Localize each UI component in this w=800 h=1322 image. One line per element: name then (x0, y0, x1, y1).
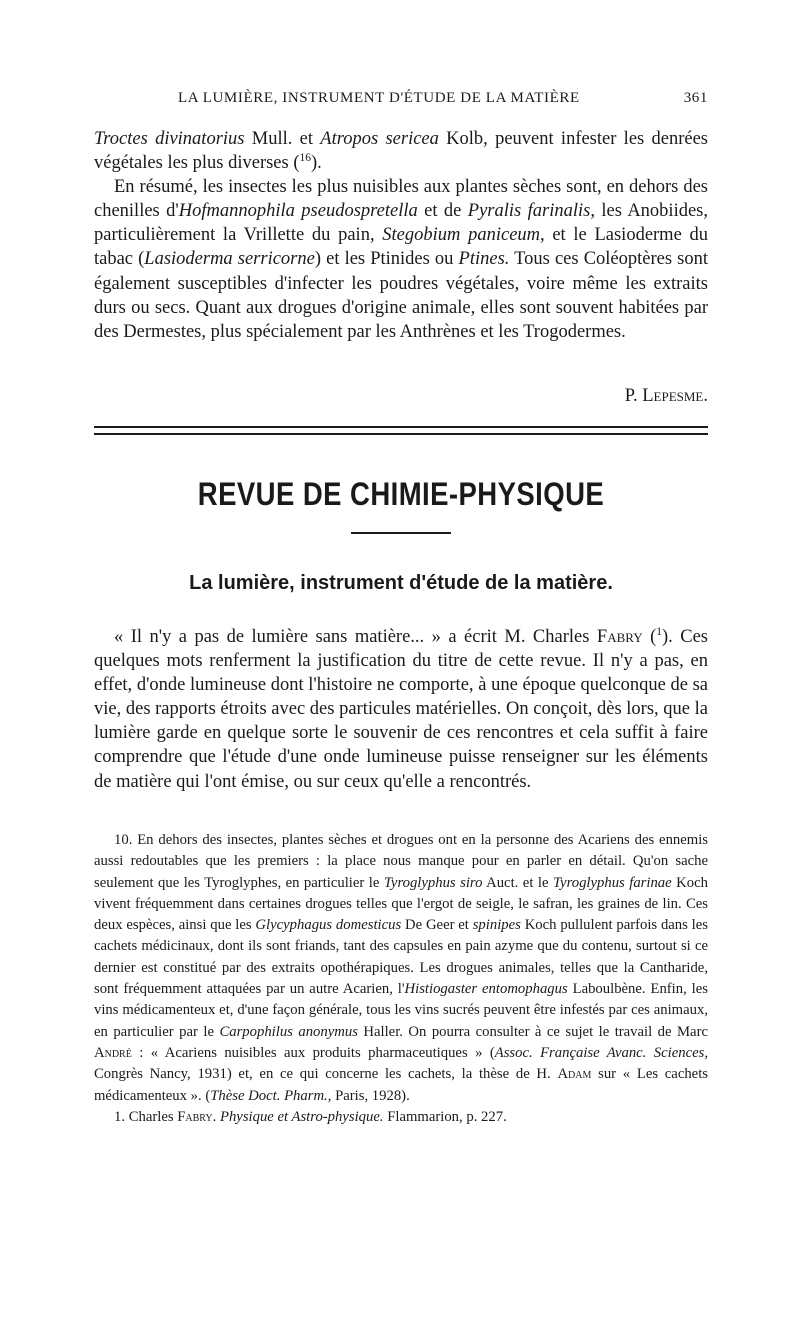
text-span: . (212, 1108, 220, 1125)
citation-title: Assoc. Française Avanc. Sciences, (494, 1044, 709, 1061)
citation-title: Thèse Doct. Pharm., (210, 1087, 332, 1104)
text-span: sur « Les cachets médicamenteux ». ( (94, 1066, 708, 1104)
text-span: Paris, 1928). (331, 1087, 410, 1104)
title-underline (351, 532, 451, 534)
taxon-name: spinipes (472, 917, 521, 934)
taxon-name: Stegobium paniceum, (382, 225, 545, 246)
text-span: Congrès Nancy, 1931) et, en ce qui concerne les cachets, la thèse de H. (94, 1066, 558, 1083)
paragraph-troctes (94, 127, 708, 175)
author-name: André (94, 1044, 132, 1061)
text-span: Tous ces Coléoptères sont également susceptibles d'infecter les poudres végétales, voire même les extraits durs ou secs. Quant aux drogues d'origine animale, elles sont souvent habitées par des Dermestes, plus spécialement par les Anthrènes et les Trogodermes. (94, 249, 708, 342)
footnote-10 (94, 830, 708, 1107)
article-text (94, 625, 708, 794)
taxon-name: Troctes divinatorius (94, 129, 245, 149)
author-signature: P. Lepesme. (624, 386, 708, 406)
text-span: ( (642, 627, 657, 647)
taxon-name: Pyralis farinalis, (467, 201, 595, 222)
paragraph-summary (94, 175, 708, 344)
running-head (94, 88, 708, 112)
taxon-name: Ptines. (458, 249, 510, 270)
note-ref-1: 1 (656, 625, 662, 638)
taxon-name: Histiogaster entomophagus (404, 981, 568, 998)
text-span: Auct. et le (482, 874, 553, 891)
author-name: Fabry (177, 1108, 213, 1125)
text-span: De Geer et (401, 917, 473, 934)
text-span: ) et les Ptinides ou (314, 249, 459, 270)
footnotes (94, 830, 708, 1128)
author-name: Adam (557, 1066, 592, 1083)
text-span: Kolb, peuvent infester les denrées végétales les plus diverses ( (94, 129, 708, 174)
running-title: LA LUMIÈRE, INSTRUMENT D'ÉTUDE DE LA MATIÈRE (178, 90, 580, 106)
section-title: REVUE DE CHIMIE-PHYSIQUE (197, 476, 605, 512)
taxon-name: Lasioderma serricorne (144, 249, 315, 270)
taxon-name: Tyroglyphus farinae (552, 874, 672, 891)
text-span: Flammarion, p. 227. (383, 1108, 507, 1125)
text-span: Haller. On pourra consulter à ce sujet le travail de Marc (357, 1023, 708, 1040)
footnote-1 (94, 1107, 708, 1128)
taxon-name: Atropos sericea (320, 129, 439, 149)
text-span: ). Ces quelques mots renferment la justification du titre de cette revue. Il n'y a pas, en effet, d'onde lumineuse dont l'histoire ne comporte, à une époque quelconque de sa vie, des rapports étroits avec des particules matérielles. On conçoit, dès lors, que la lumière garde en quelque sorte le souvenir de ces rencontres et cela suffit à faire comprendre que l'étude d'une onde lumineuse puisse renseigner sur les éléments de matière qui l'ont émise, ou sur ceux qu'elle a rencontrés. (94, 627, 708, 792)
note-ref-16: 16 (299, 151, 311, 164)
author-name: Fabry (596, 627, 643, 647)
text-span: Koch pullulent parfois dans les cachets médicinaux, dont ils sont friands, tant des capsules en pain azyme que du contenu, surtout si ce dernier est constitué par des extraits opothérapiques. Les drogues animales, telles que la Cantharide, sont fréquemment attaquées par un autre Acarien, l' (94, 917, 709, 998)
taxon-name: Tyroglyphus siro (383, 874, 483, 891)
text-span: : « Acariens nuisibles aux produits pharmaceutiques » ( (131, 1044, 495, 1061)
text-span: 10. En dehors des insectes, plantes sèches et drogues ont en la personne des Acariens des ennemis aussi redoutables que les premiers : la place nous manque pour en parler en détail. Qu'on sache seulement que les Tyroglyphes, en particulier le (94, 832, 708, 891)
text-span: « Il n'y a pas de lumière sans matière... » a écrit M. Charles (114, 627, 597, 647)
text-span: et de (417, 201, 468, 222)
text-span: ). (310, 153, 322, 174)
citation-title: Physique et Astro-physique. (219, 1108, 384, 1125)
text-span: les Anobiides, particulièrement la Vrillette du pain, (94, 201, 708, 246)
text-span: Laboulbène. Enfin, les vins médicamenteux et, d'une façon générale, tous les vins sucrés peuvent être infestés par ces animaux, en particulier par le (94, 981, 708, 1040)
paragraph-intro (94, 625, 708, 794)
double-rule-divider (94, 426, 708, 435)
article-subtitle: La lumière, instrument d'étude de la matière. (189, 572, 613, 594)
text-span: Koch vivent fréquemment dans certaines drogues telles que l'ergot de seigle, le safran, les graines de lin. Ces deux espèces, ainsi que les (94, 874, 708, 934)
text-span: Mull. et (244, 129, 321, 149)
page-number: 361 (683, 90, 708, 106)
text-span: 1. Charles (114, 1108, 178, 1125)
text-span: et le Lasioderme du tabac ( (94, 225, 708, 270)
taxon-name: Carpophilus anonymus (219, 1023, 358, 1040)
taxon-name: Hofmannophila pseudospretella (178, 201, 418, 222)
text-span: En résumé, les insectes les plus nuisibles aux plantes sèches sont, en dehors des chenilles d' (94, 177, 708, 222)
previous-article-text (94, 127, 708, 344)
taxon-name: Glycyphagus domesticus (255, 917, 402, 934)
